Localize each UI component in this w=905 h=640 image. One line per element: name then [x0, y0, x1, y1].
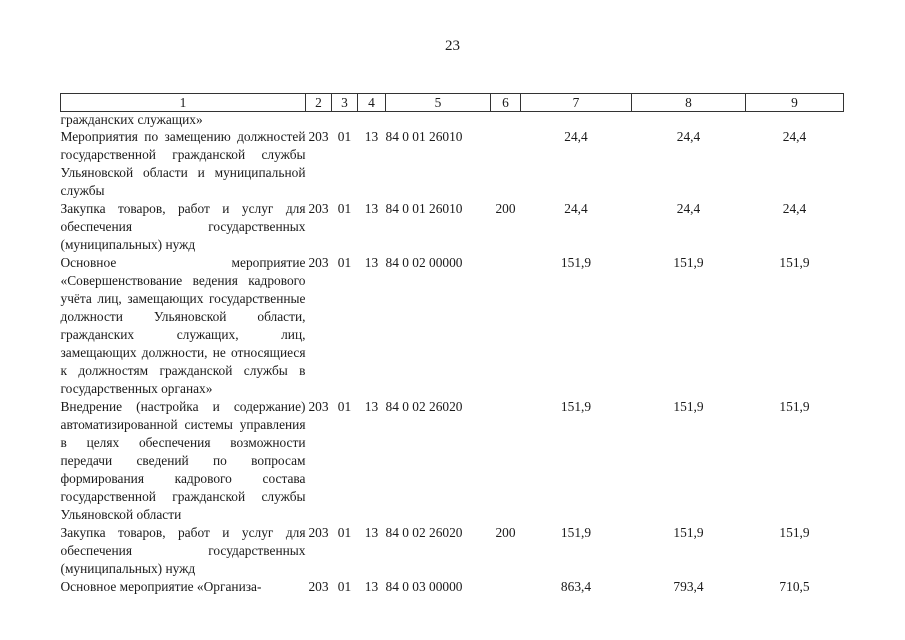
- header-cell-8: 8: [632, 94, 746, 112]
- row-col-3: [332, 112, 358, 129]
- header-cell-5: 5: [386, 94, 491, 112]
- header-cell-7: 7: [521, 94, 632, 112]
- row-col-4: 13: [364, 129, 379, 144]
- table-row: [61, 398, 844, 524]
- header-cell-1: 1: [61, 94, 306, 112]
- row-col-4: 13: [364, 255, 379, 270]
- row-col-4: 13: [364, 579, 379, 594]
- header-cell-2: 2: [306, 94, 332, 112]
- row-col-8: 151,9: [673, 525, 704, 540]
- row-col-5: [386, 112, 491, 129]
- row-col-9: 710,5: [779, 579, 810, 594]
- header-cell-9: 9: [746, 94, 844, 112]
- row-col-6: [491, 128, 521, 200]
- row-col-5: 84 0 01 26010: [385, 201, 463, 216]
- row-col-8: 793,4: [673, 579, 704, 594]
- row-col-2: [306, 112, 332, 129]
- table-row: [61, 112, 844, 129]
- row-col-6: [491, 398, 521, 524]
- row-name: Закупка товаров, работ и услуг для обеспечения государственных (муниципальных) нужд: [60, 525, 306, 576]
- table-row: [61, 578, 844, 596]
- row-col-2: 203: [308, 201, 329, 216]
- row-col-7: 24,4: [564, 201, 588, 216]
- row-col-3: 01: [337, 579, 352, 594]
- row-col-2: 203: [308, 129, 329, 144]
- row-col-9: [746, 112, 844, 129]
- row-col-9: 151,9: [779, 255, 810, 270]
- row-col-5: 84 0 02 00000: [385, 255, 463, 270]
- header-row: [61, 94, 844, 112]
- row-name: гражданских служащих»: [60, 112, 203, 127]
- table-row: [61, 200, 844, 254]
- row-col-7: 863,4: [560, 579, 592, 594]
- row-col-8: 24,4: [676, 129, 701, 144]
- row-col-4: [358, 112, 386, 129]
- row-col-9: 24,4: [782, 129, 807, 144]
- row-col-2: 203: [308, 255, 329, 270]
- row-name: Основное мероприятие «Совершенствование ведения кадрового учёта лиц, замещающих государственные должности Ульяновской области, гражданских служащих, лиц, замещающих должности, не относящиеся к должностям гражданской службы в государственных органах»: [60, 255, 306, 396]
- row-col-3: 01: [337, 201, 352, 216]
- row-col-8: 151,9: [673, 399, 704, 414]
- row-col-7: 151,9: [560, 525, 592, 540]
- row-col-7: 151,9: [560, 255, 592, 270]
- row-col-9: 24,4: [782, 201, 807, 216]
- row-col-6: 200: [495, 201, 516, 216]
- row-name: Мероприятия по замещению должностей государственной гражданской службы Ульяновской области и муниципальной службы: [60, 129, 306, 198]
- row-col-3: 01: [337, 255, 352, 270]
- row-col-7: 24,4: [564, 129, 588, 144]
- row-col-8: 24,4: [676, 201, 701, 216]
- row-col-6: 200: [495, 525, 516, 540]
- row-col-9: 151,9: [779, 399, 810, 414]
- row-col-9: 151,9: [779, 525, 810, 540]
- row-col-6: [491, 254, 521, 398]
- row-col-4: 13: [364, 399, 379, 414]
- row-col-6: [491, 578, 521, 596]
- row-col-8: [632, 112, 746, 129]
- header-cell-3: 3: [332, 94, 358, 112]
- row-col-3: 01: [337, 525, 352, 540]
- row-col-3: 01: [337, 129, 352, 144]
- row-col-2: 203: [308, 525, 329, 540]
- row-col-6: [491, 112, 521, 129]
- table-row: [61, 128, 844, 200]
- row-col-4: 13: [364, 525, 379, 540]
- table-row: [61, 254, 844, 398]
- row-col-4: 13: [364, 201, 379, 216]
- row-col-5: 84 0 01 26010: [385, 129, 463, 144]
- row-name: Внедрение (настройка и содержание) автоматизированной системы управления в целях обеспечения возможности передачи сведений по вопросам формирования кадрового состава государственной гражданской службы Ульяновской области: [60, 399, 306, 522]
- table-row: [61, 524, 844, 578]
- row-col-2: 203: [308, 399, 329, 414]
- page-number: 23: [445, 38, 460, 54]
- row-col-5: 84 0 02 26020: [385, 399, 463, 414]
- header-cell-4: 4: [358, 94, 386, 112]
- row-col-5: 84 0 02 26020: [385, 525, 463, 540]
- row-name: Основное мероприятие «Организа-: [60, 579, 262, 594]
- row-col-5: 84 0 03 00000: [385, 579, 463, 594]
- budget-table: [60, 93, 844, 596]
- row-name: Закупка товаров, работ и услуг для обеспечения государственных (муниципальных) нужд: [60, 201, 306, 252]
- header-cell-6: 6: [491, 94, 521, 112]
- row-col-3: 01: [337, 399, 352, 414]
- row-col-8: 151,9: [673, 255, 704, 270]
- row-col-7: 151,9: [560, 399, 592, 414]
- row-col-7: [521, 112, 632, 129]
- row-col-2: 203: [308, 579, 329, 594]
